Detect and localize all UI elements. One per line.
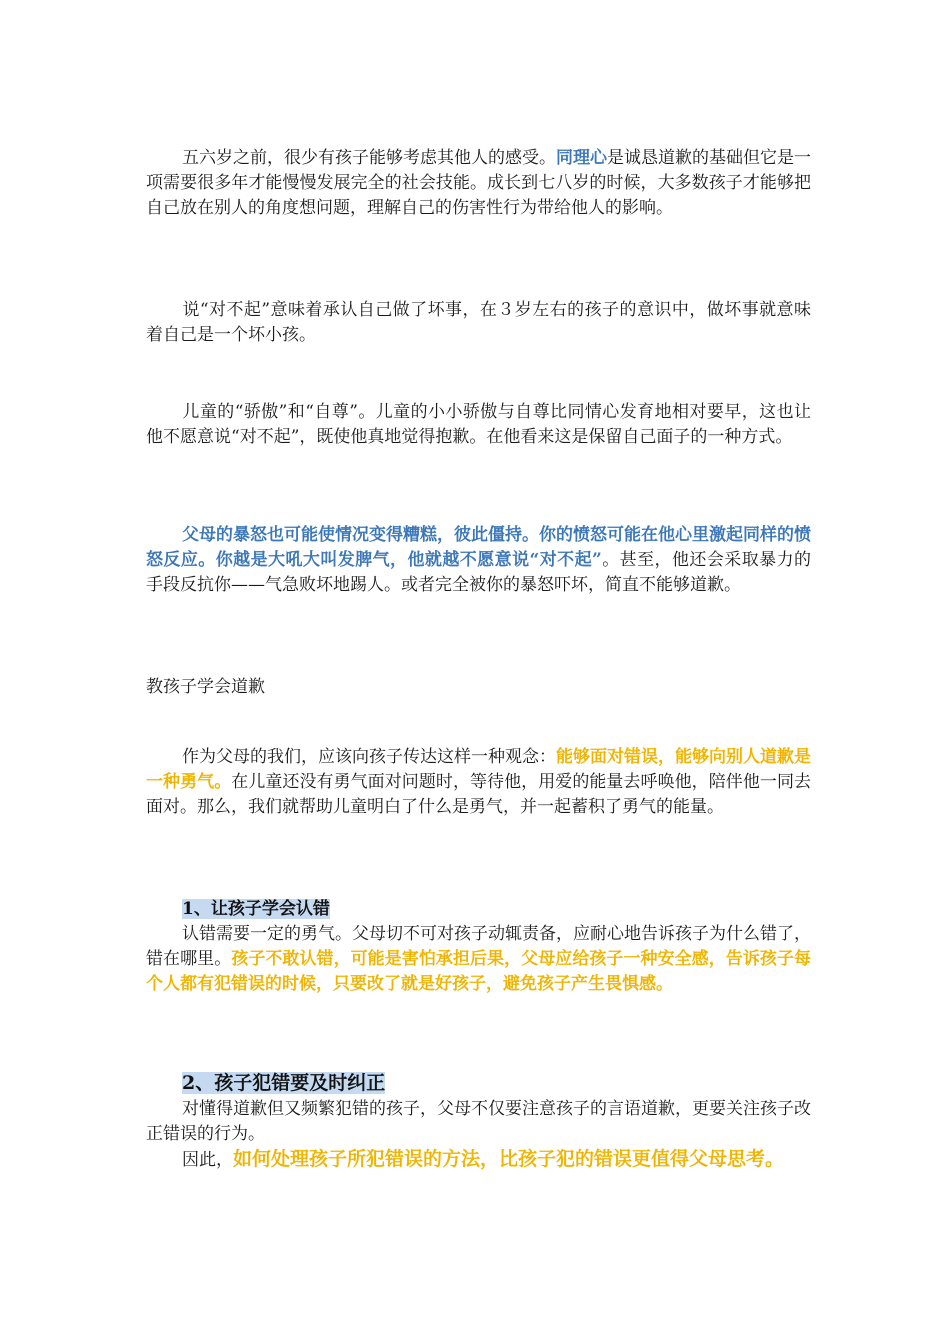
subsection-1-highlight: 孩子不敢认错，可能是害怕承担后果，父母应给孩子一种安全感，告诉孩子每个人都有犯错误的时候，只要改了就是好孩子，避免孩子产生畏惧感。 — [146, 949, 812, 994]
subsection-1-heading: 1、让孩子学会认错 — [182, 899, 330, 919]
paragraph-empathy — [146, 146, 811, 221]
paragraph-sorry-meaning-text: 说“对不起”意味着承认自己做了坏事，在３岁左右的孩子的意识中，做坏事就意味着自己是一个坏小孩。 — [146, 300, 811, 345]
paragraph-courage-text-c: 在儿童还没有勇气面对问题时，等待他，用爱的能量去呼唤他，陪伴他一同去面对。那么，我们就帮助儿童明白了什么是勇气，并一起蓄积了勇气的能量。 — [146, 772, 812, 817]
paragraph-sorry-meaning — [146, 298, 811, 348]
empathy-highlight: 同理心 — [556, 148, 607, 168]
paragraph-pride — [146, 400, 811, 450]
subsection-correct-mistakes — [146, 1071, 811, 1173]
paragraph-courage-text-a: 作为父母的我们，应该向孩子传达这样一种观念： — [182, 747, 556, 767]
courage-highlight: 能够面对错误，能够向别人道歉是一种勇气。 — [146, 747, 811, 792]
subsection-1-text-a: 认错需要一定的勇气。父母切不可对孩子动辄责备，应耐心地告诉孩子为什么错了，错在哪里。 — [146, 924, 811, 969]
subsection-2-text-a: 对懂得道歉但又频繁犯错的孩子，父母不仅要注意孩子的言语道歉，更要关注孩子改正错误的行为。 — [146, 1099, 811, 1144]
subsection-2-heading: 2、孩子犯错要及时纠正 — [182, 1072, 386, 1094]
section-title — [146, 675, 811, 700]
paragraph-empathy-text-a: 五六岁之前，很少有孩子能够考虑其他人的感受。 — [182, 148, 556, 168]
subsection-2-highlight: 如何处理孩子所犯错误的方法，比孩子犯的错误更值得父母思考。 — [233, 1148, 785, 1170]
subsection-admit-mistakes — [146, 897, 811, 997]
subsection-2-text-b1: 因此， — [182, 1150, 233, 1170]
section-title-text: 教孩子学会道歉 — [146, 677, 265, 697]
paragraph-parent-anger-text-b: 。甚至，他还会采取暴力的手段反抗你——气急败坏地踢人。或者完全被你的暴怒吓坏，简直不能够道歉。 — [146, 550, 812, 595]
paragraph-courage — [146, 745, 811, 820]
paragraph-empathy-text-c: 是诚恳道歉的基础但它是一项需要很多年才能慢慢发展完全的社会技能。成长到七八岁的时候，大多数孩子才能够把自己放在别人的角度想问题，理解自己的伤害性行为带给他人的影响。 — [146, 148, 811, 218]
paragraph-parent-anger — [146, 523, 811, 598]
parent-anger-highlight: 父母的暴怒也可能使情况变得糟糕，彼此僵持。你的愤怒可能在他心里激起同样的愤怒反应。你越是大吼大叫发脾气，他就越不愿意说“对不起” — [146, 525, 811, 570]
paragraph-pride-text: 儿童的“骄傲”和“自尊”。儿童的小小骄傲与自尊比同情心发育地相对要早，这也让他不愿意说“对不起”，既使他真地觉得抱歉。在他看来这是保留自己面子的一种方式。 — [146, 402, 811, 447]
